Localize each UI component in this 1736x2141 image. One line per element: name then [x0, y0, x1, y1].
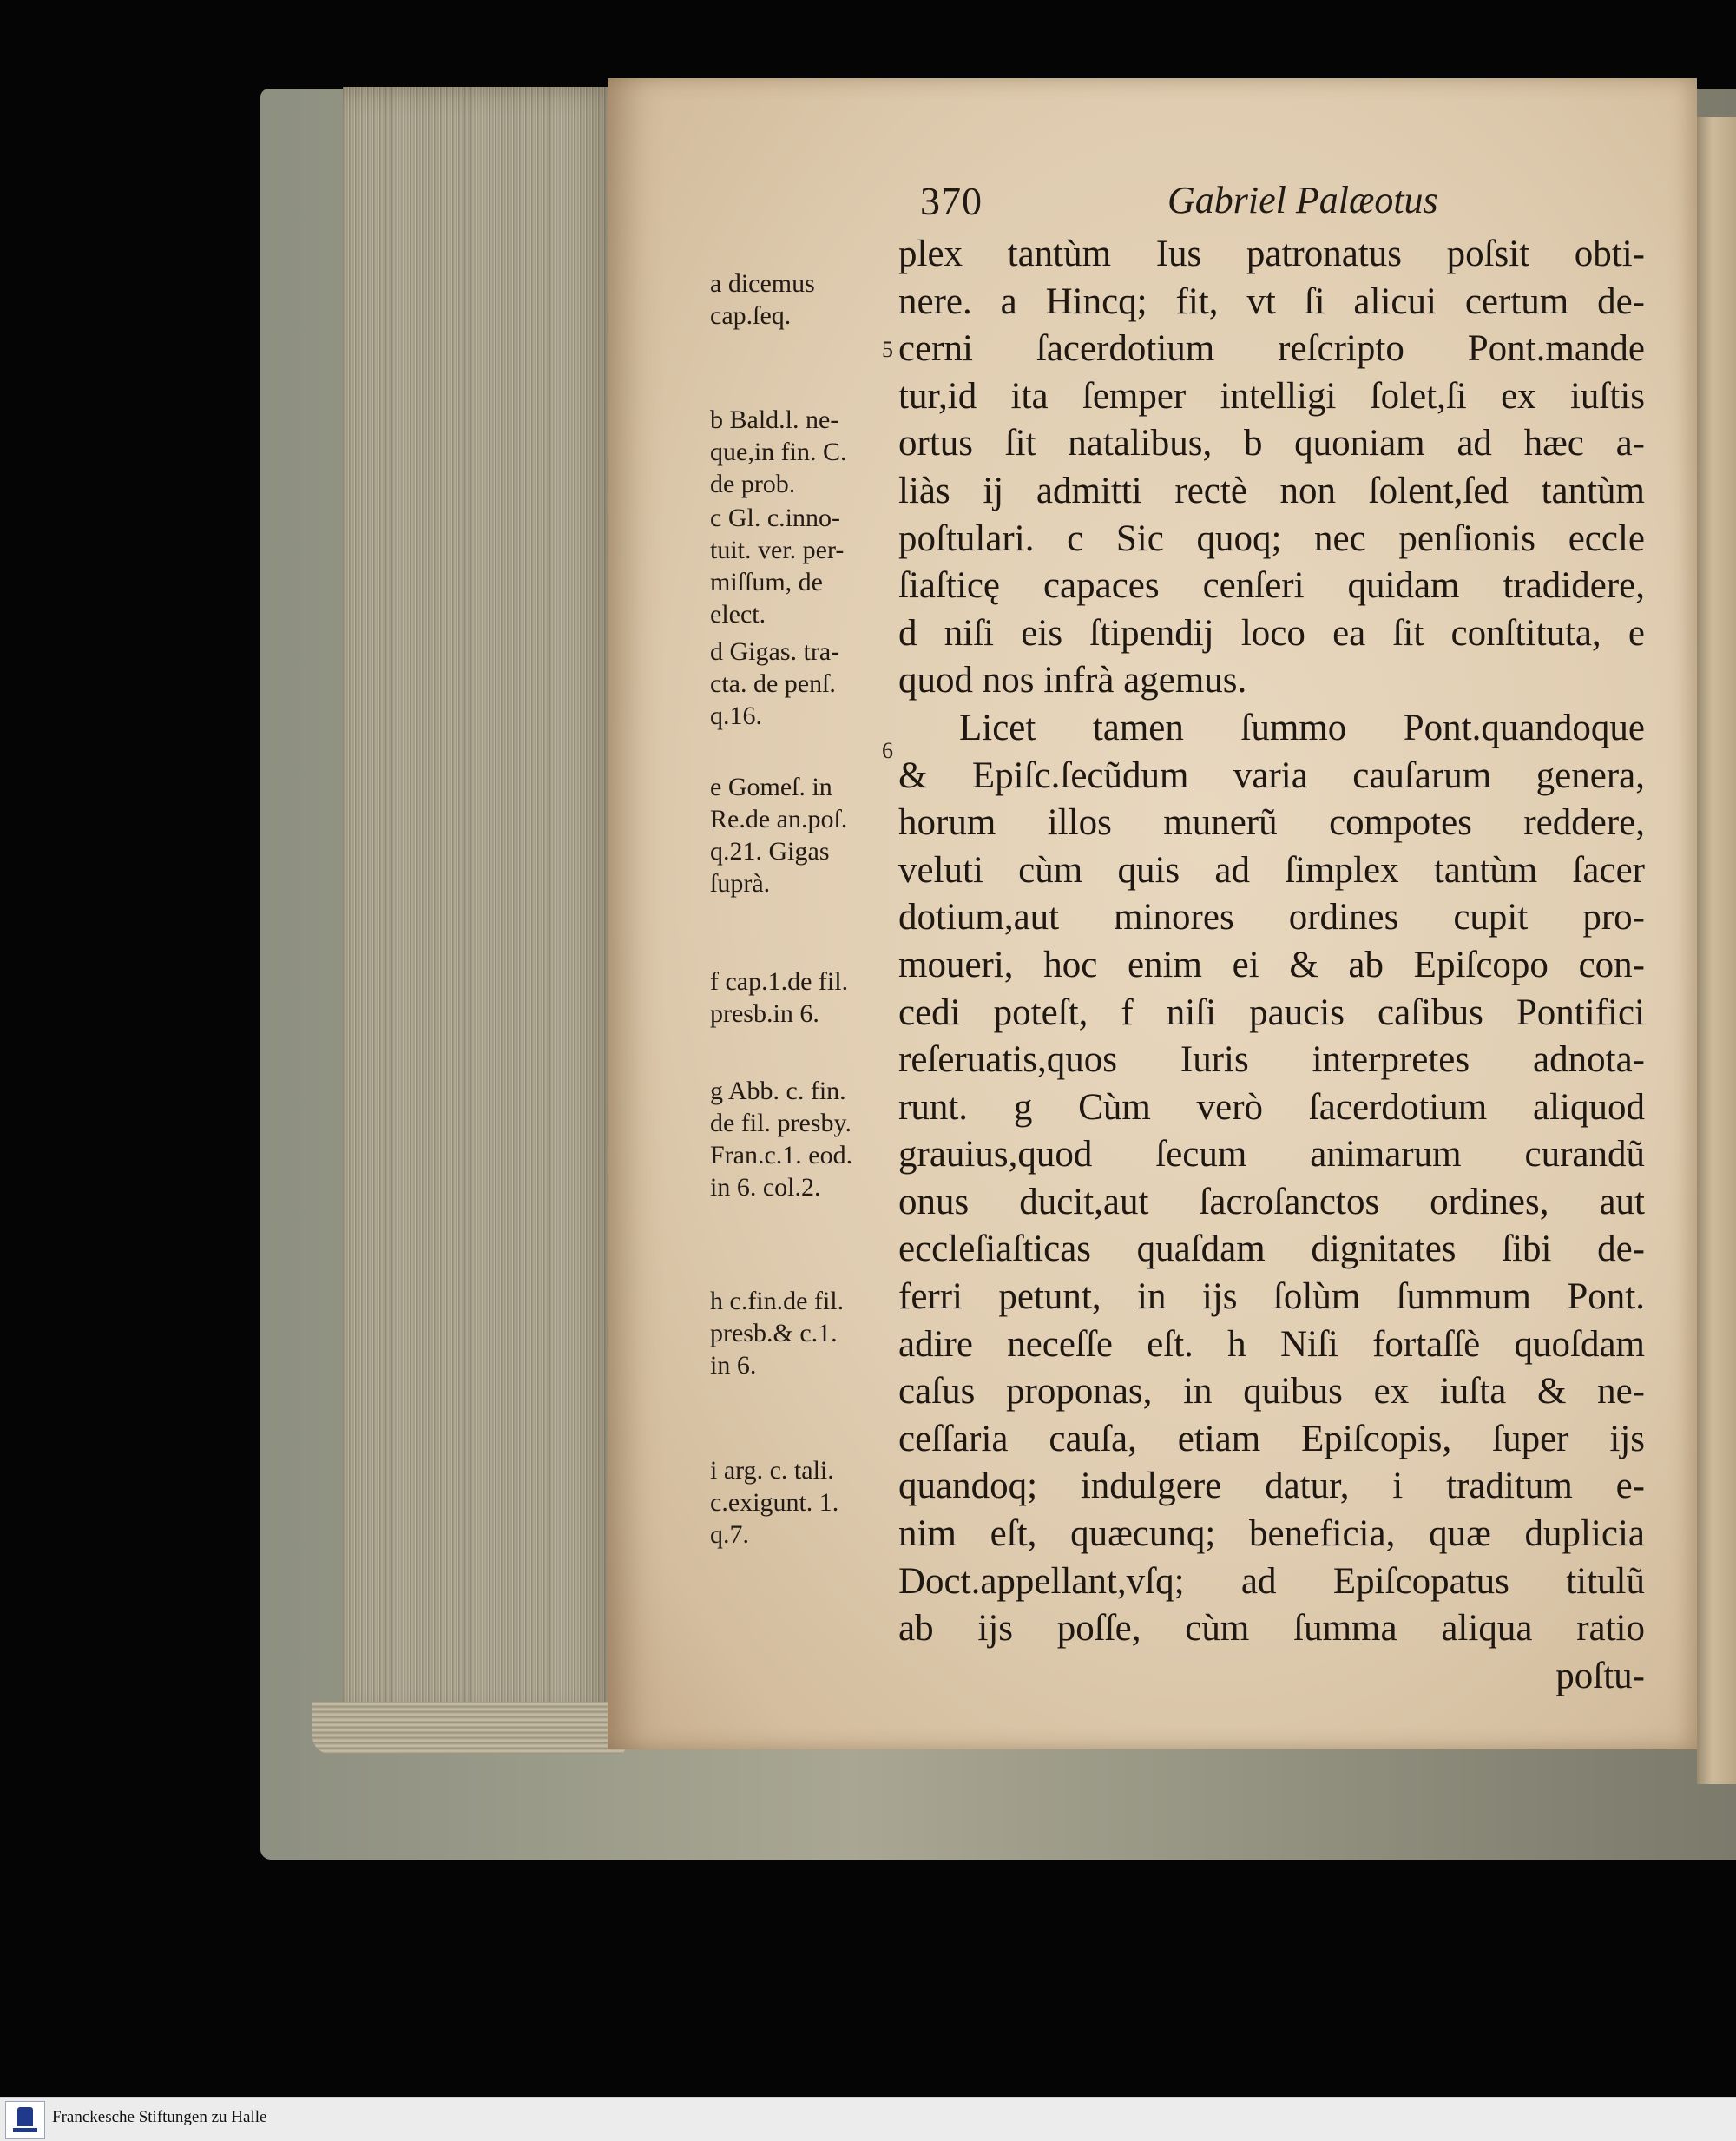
text-line: moueri, hoc enim ei & ab Epiſcopo con- [898, 944, 1645, 985]
text-line: Doct.appellant,vſq; ad Epiſcopatus titulũ [898, 1560, 1645, 1602]
text-line: veluti cùm quis ad ſimplex tantùm ſacer [898, 849, 1645, 891]
text-line: nere. a Hincq; fit, vt ſi alicui certum de- [898, 280, 1645, 322]
institution-logo-icon [5, 2101, 45, 2139]
text-line: poſtulari. c Sic quoq; nec penſionis eccle [898, 517, 1645, 559]
facing-page-edge [1697, 117, 1736, 1784]
text-line: plex tantùm Ius patronatus poſsit obti- [898, 234, 1645, 274]
catchword: poſtu- [1555, 1655, 1645, 1696]
margin-note-d: d Gigas. tra- cta. de penſ. q.16. [710, 637, 840, 730]
margin-note-b: b Bald.l. ne- que,in fin. C. de prob. [710, 405, 847, 498]
text-line: liàs ij admitti rectè non ſolent,ſed tantùm [898, 470, 1645, 511]
text-line: eccleſiaſticas quaſdam dignitates ſibi de- [898, 1229, 1645, 1270]
page-edges [343, 87, 621, 1719]
margin-note-h: h c.fin.de fil. presb.& c.1. in 6. [710, 1287, 845, 1380]
margin-note-e: e Gomeſ. in Re.de an.poſ. q.21. Gigas ſuprà. [710, 773, 848, 898]
text-line: cerni ſacerdotium reſcripto Pont.mande [898, 328, 1645, 370]
page-edges-bottom [312, 1702, 625, 1754]
margin-note-c: c Gl. c.inno- tuit. ver. per- miſſum, de elect. [710, 504, 845, 629]
text-line: Licet tamen ſummo Pont.quandoque [959, 707, 1645, 748]
line-number: 6 [882, 738, 893, 763]
text-line: dotium,aut minores ordines cupit pro- [898, 897, 1645, 939]
footer-bar [0, 2097, 1736, 2141]
text-line: ab ijs poſſe, cùm ſumma aliqua ratio [898, 1608, 1645, 1650]
text-line: horum illos munerũ compotes reddere, [898, 802, 1645, 844]
page-number: 370 [920, 179, 983, 223]
line-number: 5 [882, 337, 893, 362]
text-line: ortus ſit natalibus, b quoniam ad hæc a- [898, 423, 1645, 464]
text-line: & Epiſc.ſecũdum varia cauſarum genera, [898, 754, 1645, 796]
text-line: adire neceſſe eſt. h Niſi fortaſſè quoſdam [898, 1323, 1645, 1365]
text-line: grauius,quod ſecum animarum curandũ [898, 1134, 1645, 1176]
margin-note-f: f cap.1.de fil. presb.in 6. [710, 967, 849, 1028]
text-line: quod nos infrà agemus. [898, 660, 1247, 702]
institution-name: Franckesche Stiftungen zu Halle [52, 2108, 267, 2126]
text-line: nim eſt, quæcunq; beneficia, quæ duplicia [898, 1513, 1645, 1555]
main-text-block [898, 231, 1645, 1700]
running-head: Gabriel Palæotus [1167, 179, 1438, 221]
text-line: reſeruatis,quos Iuris interpretes adnota- [898, 1039, 1645, 1081]
text-line: caſus proponas, in quibus ex iuſta & ne- [898, 1371, 1645, 1413]
text-line: ſiaſticę capaces cenſeri quidam tradidere, [898, 565, 1645, 607]
text-line: onus ducit,aut ſacroſanctos ordines, aut [898, 1181, 1645, 1222]
text-line: tur,id ita ſemper intelligi ſolet,ſi ex iuſtis [898, 375, 1645, 417]
text-line: ceſſaria cauſa, etiam Epiſcopis, ſuper ijs [898, 1418, 1645, 1459]
text-line: quandoq; indulgere datur, i traditum e- [898, 1466, 1645, 1507]
text-line: ferri petunt, in ijs ſolùm ſummum Pont. [898, 1276, 1645, 1318]
margin-note-g: g Abb. c. fin. de fil. presby. Fran.c.1. eod. in 6. col.2. [710, 1077, 853, 1202]
margin-note-i: i arg. c. tali. c.exigunt. 1. q.7. [710, 1456, 839, 1549]
text-line: cedi poteſt, f niſi paucis caſibus Pontifici [898, 991, 1645, 1033]
text-line: runt. g Cùm verò ſacerdotium aliquod [898, 1086, 1645, 1128]
margin-note-a: a dicemus cap.ſeq. [710, 269, 815, 330]
text-line: d niſi eis ſtipendij loco ea ſit conſtituta, e [898, 612, 1645, 654]
